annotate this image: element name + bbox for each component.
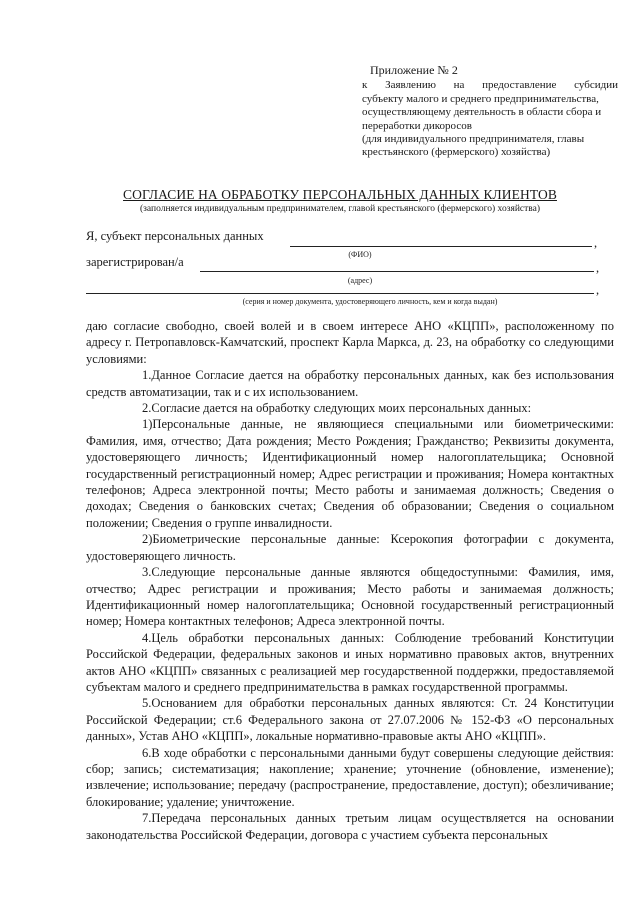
clause-text: Данное Согласие дается на обработку персональных данных, как без использования средств автоматизации, так и с их использованием. [86, 368, 614, 399]
clause-text: Биометрические персональные данные: Ксерокопия фотографии с документа, удостоверяющего личность. [86, 532, 614, 563]
fio-caption: (ФИО) [348, 250, 372, 259]
clause-number: 3. [142, 565, 152, 580]
clause-1 [86, 367, 614, 400]
appendix-line: крестьянского (фермерского) хозяйства) [362, 146, 551, 159]
intro-paragraph: даю согласие свободно, своей волей и в своем интересе АНО «КЦПП», расположенному по адресу г. Петропавловск-Камчатский, проспект Карла Маркса, д. 23, на обработку со следующими условиями: [86, 319, 614, 366]
clause-text: Согласие дается на обработку следующих моих персональных данных: [151, 401, 532, 416]
address-caption: (адрес) [347, 276, 373, 285]
appendix-block [362, 64, 618, 160]
appendix-heading: Приложение № 2 [370, 63, 458, 77]
subject-label: Я, субъект персональных данных [86, 229, 264, 243]
clause-text: Персональные данные, не являющиеся специальными или биометрическими: Фамилия, имя, отчество; Дата рождения; Место Рождения; Гражданство; Реквизиты документа, удостоверяющего личность; Идентификационный номер налогоплательщика; Основной государственный регистрационный номер; Адрес регистрации и проживания; Номера контактных телефонов; Адреса электронной почты; Место работы и занимаемая должность; Сведения о доходах; Сведения о банковских счетах; Сведения об образовании; Сведения о социальном положении; Сведения о группе инвалидности. [86, 417, 614, 530]
document-field[interactable] [86, 293, 594, 294]
address-comma: , [596, 261, 600, 275]
fio-comma: , [594, 236, 598, 250]
clause-number: 4. [142, 630, 152, 645]
document-subtitle: (заполняется индивидуальным предпринимателем, главой крестьянского (фермерского) хозяйства) [139, 204, 541, 214]
document-title: СОГЛАСИЕ НА ОБРАБОТКУ ПЕРСОНАЛЬНЫХ ДАННЫХ КЛИЕНТОВ [123, 187, 557, 202]
appendix-line: переработки дикоросов [362, 119, 472, 132]
clause-2-1 [86, 416, 614, 531]
clause-text: Цель обработки персональных данных: Соблюдение требований Конституции Российской Федерации, федеральных законов и иных нормативно правовых актов, внутренних актов АНО «КЦПП» связанных с реализацией мер государственной поддержки, предоставляемой субъектам малого и среднего предпринимательства в рамках государственной программы. [86, 630, 614, 694]
clause-text: Основанием для обработки персональных данных являются: Ст. 24 Конституции Российской Федерации; ст.6 Федерального закона от 27.07.2006 № 152-ФЗ «О персональных данных», Устав АНО «КЦПП», локальные нормативно-правовые акты АНО «КЦПП». [86, 696, 614, 744]
clause-2 [86, 400, 614, 416]
address-field[interactable] [200, 271, 594, 272]
clause-number: 1. [142, 368, 152, 383]
clause-text: Следующие персональные данные являются общедоступными: Фамилия, имя, отчество; Адрес регистрации и проживания; Место работы и занимаемая должность; Идентификационный номер налогоплательщика; Основной государственный регистрационный номер; Номера контактных телефонов; Адреса электронной почты. [86, 565, 614, 629]
clause-3 [86, 564, 614, 630]
appendix-line: к Заявлению на предоставление субсидии [362, 79, 618, 92]
consent-body [86, 318, 614, 843]
clause-4 [86, 630, 614, 696]
clause-5 [86, 695, 614, 744]
clause-text: Передача персональных данных третьим лицам осуществляется на основании законодательства Российской Федерации, договора с участием субъекта персональных [86, 811, 614, 842]
clause-2-2 [86, 531, 614, 564]
document-caption: (серия и номер документа, удостоверяющего личность, кем и когда выдан) [242, 297, 498, 306]
clause-6 [86, 745, 614, 811]
clause-number: 7. [142, 811, 152, 826]
registered-label: зарегистрирован/а [86, 255, 184, 269]
document-comma: , [596, 283, 600, 297]
appendix-line: осуществляющему деятельность в области сбора и [362, 106, 602, 119]
appendix-line: (для индивидуального предпринимателя, главы [362, 133, 585, 146]
fio-field[interactable] [290, 246, 592, 247]
clause-number: 2. [142, 401, 152, 416]
clause-number: 6. [142, 745, 152, 760]
clause-text: В ходе обработки с персональными данными будут совершены следующие действия: сбор; запись; систематизация; накопление; хранение; уточнение (обновление, изменение); извлечение; использование; передачу (распространение, предоставление, доступ); обезличивание; блокирование; удаление; уничтожение. [86, 745, 614, 809]
appendix-line: субъекту малого и среднего предпринимательства, [362, 92, 599, 105]
clause-7 [86, 810, 614, 843]
clause-number: 2) [142, 532, 153, 547]
clause-number: 1) [142, 417, 153, 432]
clause-number: 5. [142, 696, 152, 711]
